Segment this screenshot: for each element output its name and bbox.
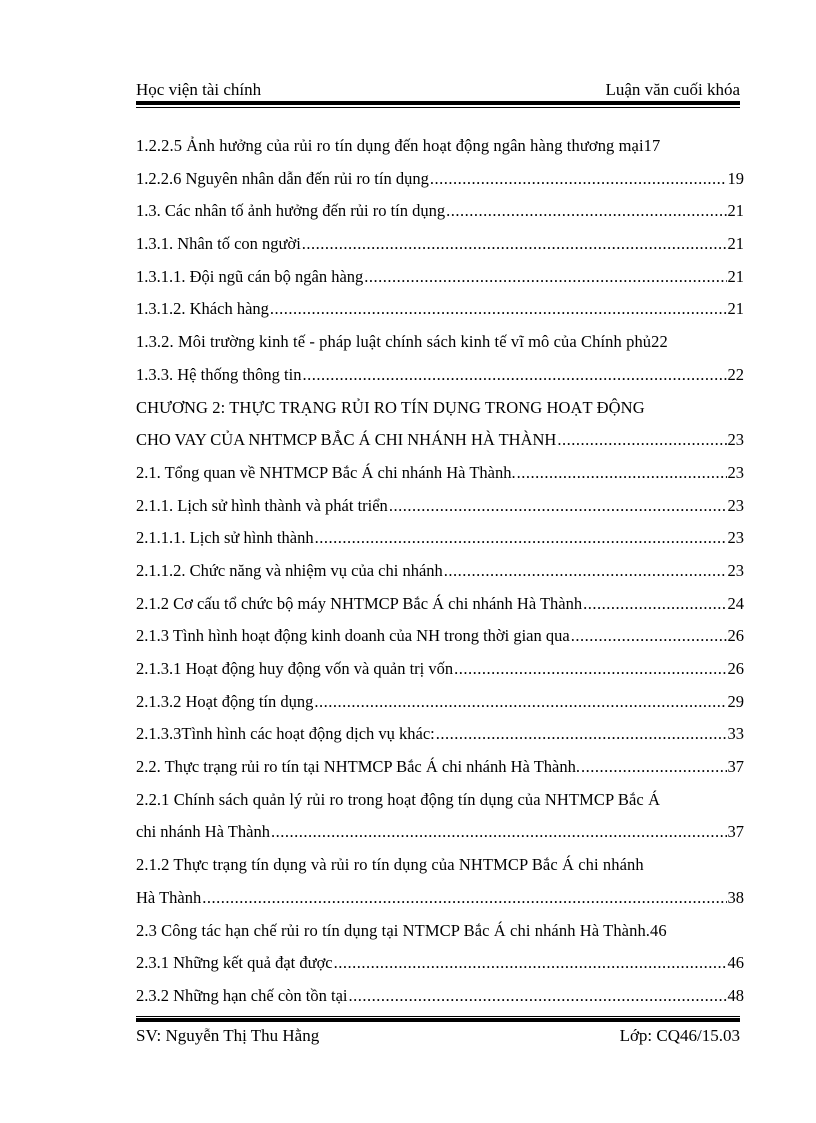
toc-leader-dots [446,195,726,228]
toc-entry-page: 37 [727,757,744,777]
toc-entry-page: 26 [727,659,744,678]
toc-entry [136,195,744,228]
toc-entry [136,980,744,1013]
toc-entry-title: 1.3.3. Hệ thống thông tin [136,364,302,384]
toc-entry [136,392,744,425]
toc-entry-title: 2.1.3.1 Hoạt động huy động vốn và quản trị vốn [136,659,454,678]
toc-entry [136,915,744,948]
header-institution: Học viện tài chính [136,80,262,99]
toc-entry-page: 23 [727,495,744,515]
table-of-contents [136,130,744,1013]
toc-entry [136,653,744,686]
toc-entry-page: 21 [727,201,744,221]
toc-entry-page: 21 [727,299,744,319]
toc-entry-title: 2.3 Công tác hạn chế rủi ro tín dụng tại NTMCP Bắc Á chi nhánh Hà Thành.46 [136,920,667,940]
toc-entry-title: 2.1.3.2 Hoạt động tín dụng [136,691,314,711]
footer-student-name: SV: Nguyễn Thị Thu Hằng [136,1026,320,1045]
header-document-type: Luận văn cuối khóa [605,80,740,99]
toc-leader-dots [571,620,727,653]
toc-entry-title: 2.1.1.2. Chức năng và nhiệm vụ của chi nhánh [136,560,443,580]
toc-entry-page: 23 [727,560,744,580]
toc-entry-page: 19 [727,168,744,188]
toc-entry [136,293,744,326]
toc-leader-dots [270,293,727,326]
toc-leader-dots [444,555,727,588]
toc-entry [136,849,744,882]
toc-entry [136,816,744,849]
toc-entry-title: 2.1.2 Thực trạng tín dụng và rủi ro tín dụng của NHTMCP Bắc Á chi nhánh [136,855,644,875]
toc-leader-dots [348,980,726,1013]
toc-leader-dots [454,653,726,686]
toc-entry [136,718,744,751]
toc-entry [136,588,744,621]
toc-entry [136,424,744,457]
toc-entry-title: 2.3.2 Những hạn chế còn tồn tại [136,985,348,1005]
toc-entry [136,947,744,980]
toc-entry-page: 38 [727,887,744,907]
toc-leader-dots [202,882,726,915]
toc-entry-title: 2.2. Thực trạng rủi ro tín tại NHTMCP Bắc Á chi nhánh Hà Thành. [136,757,580,777]
toc-entry-title: 1.3. Các nhân tố ảnh hưởng đến rủi ro tín dụng [136,201,446,221]
toc-entry-page: 23 [727,462,744,482]
footer-rule-thin [136,1016,740,1017]
toc-entry-page: 37 [727,822,744,842]
toc-entry [136,882,744,915]
toc-entry [136,686,744,719]
toc-entry-title: CHƯƠNG 2: THỰC TRẠNG RỦI RO TÍN DỤNG TRONG HOẠT ĐỘNG [136,397,645,417]
toc-entry-title: 2.1.1.1. Lịch sử hình thành [136,528,314,548]
toc-entry-title: 1.3.2. Môi trường kinh tế - pháp luật chính sách kinh tế vĩ mô của Chính phủ22 [136,332,668,352]
toc-entry [136,130,744,163]
toc-entry [136,784,744,817]
toc-entry-page: 23 [727,528,744,548]
toc-entry-title: 1.2.2.5 Ảnh hưởng của rủi ro tín dụng đến hoạt động ngân hàng thương mại17 [136,136,661,155]
toc-leader-dots [302,228,727,261]
toc-entry-page: 22 [727,364,744,384]
toc-entry-title: 2.1.3.3Tình hình các hoạt động dịch vụ khác: [136,724,435,744]
toc-entry-title: Hà Thành [136,887,202,907]
toc-entry [136,326,744,359]
page-header [136,80,740,100]
toc-entry-title: 1.2.2.6 Nguyên nhân dẫn đến rủi ro tín dụng [136,168,429,188]
page-footer [136,1026,740,1046]
header-rule-thin [136,107,740,108]
toc-entry-page: 26 [727,626,744,646]
toc-entry [136,457,744,490]
toc-leader-dots [557,424,726,457]
footer-rule-thick [136,1018,740,1022]
toc-entry-page: 21 [727,234,744,254]
toc-entry [136,490,744,523]
toc-entry-page: 46 [727,953,744,973]
toc-leader-dots [389,490,727,523]
toc-entry-title: chi nhánh Hà Thành [136,822,270,842]
toc-entry-title: 1.3.1.2. Khách hàng [136,299,269,319]
toc-entry [136,522,744,555]
toc-entry-title: 1.3.1. Nhân tố con người [136,234,301,254]
toc-entry-page: 23 [727,430,744,450]
toc-entry [136,359,744,392]
toc-entry [136,261,744,294]
toc-entry-page: 24 [727,593,744,613]
toc-entry-page: 48 [727,985,744,1005]
toc-leader-dots [583,588,726,621]
footer-class-code: Lớp: CQ46/15.03 [619,1026,740,1045]
toc-leader-dots [517,457,727,490]
toc-entry-title: 2.1. Tổng quan về NHTMCP Bắc Á chi nhánh Hà Thành. [136,462,516,482]
toc-leader-dots [334,947,727,980]
toc-entry-title: 2.1.1. Lịch sử hình thành và phát triển [136,495,388,515]
toc-entry-title: CHO VAY CỦA NHTMCP BẮC Á CHI NHÁNH HÀ THÀNH [136,430,557,450]
toc-leader-dots [315,522,727,555]
toc-entry-title: 1.3.1.1. Đội ngũ cán bộ ngân hàng [136,266,364,286]
toc-entry [136,751,744,784]
toc-entry-title: 2.1.2 Cơ cấu tổ chức bộ máy NHTMCP Bắc Á chi nhánh Hà Thành [136,593,583,613]
header-rule-thick [136,101,740,105]
toc-entry [136,163,744,196]
toc-leader-dots [436,718,727,751]
toc-entry-page: 21 [727,266,744,286]
toc-leader-dots [271,816,727,849]
toc-entry-title: 2.1.3 Tình hình hoạt động kinh doanh của NH trong thời gian qua [136,626,570,646]
toc-entry-title: 2.3.1 Những kết quả đạt được [136,953,333,973]
toc-leader-dots [430,163,727,196]
toc-leader-dots [314,686,726,719]
toc-leader-dots [581,751,727,784]
toc-entry-page: 33 [727,724,744,744]
toc-entry-page: 29 [727,691,744,711]
toc-leader-dots [364,261,726,294]
toc-entry [136,620,744,653]
toc-entry-title: 2.2.1 Chính sách quản lý rủi ro trong hoạt động tín dụng của NHTMCP Bắc Á [136,789,661,809]
toc-entry [136,228,744,261]
toc-entry [136,555,744,588]
toc-leader-dots [302,359,726,392]
